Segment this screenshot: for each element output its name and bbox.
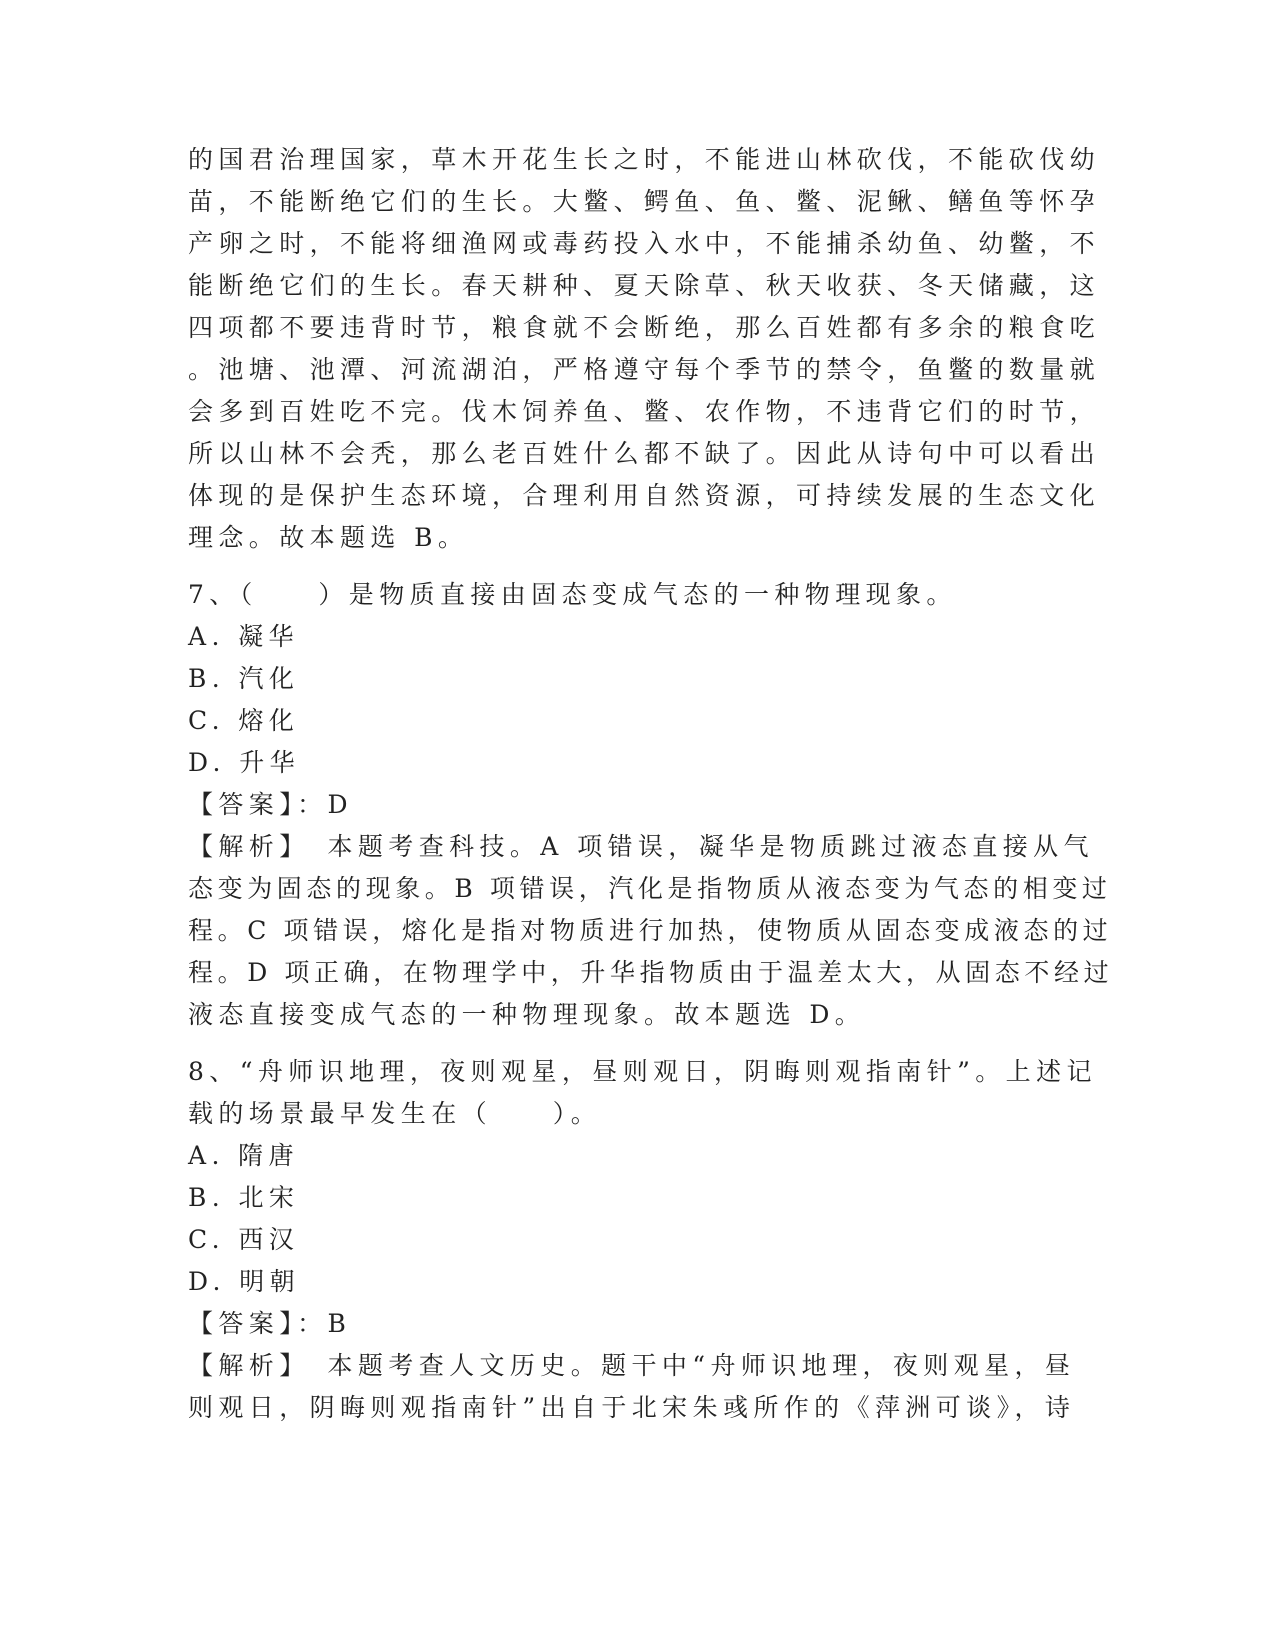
explanation-line: 【解析】 本题考查科技。A 项错误，凝华是物质跳过液态直接从气 <box>188 832 1094 861</box>
option-a: A. 隋唐 <box>188 1141 299 1170</box>
text-line: 体现的是保护生态环境，合理利用自然资源，可持续发展的生态文化 <box>188 481 1101 510</box>
option-a: A. 凝华 <box>188 622 299 651</box>
explanation-line: 液态直接变成气态的一种物理现象。故本题选 D。 <box>188 1000 866 1029</box>
text-line: 所以山林不会秃，那么老百姓什么都不缺了。因此从诗句中可以看出 <box>188 439 1101 468</box>
text-line: 的国君治理国家，草木开花生长之时，不能进山林砍伐，不能砍伐幼 <box>188 145 1101 174</box>
answer: 【答案】：B <box>188 1309 352 1338</box>
text-line: 产卵之时，不能将细渔网或毒药投入水中，不能捕杀幼鱼、幼鳖，不 <box>188 229 1101 258</box>
answer: 【答案】：D <box>188 790 353 819</box>
text-line: 能断绝它们的生长。春天耕种、夏天除草、秋天收获、冬天储藏，这 <box>188 271 1101 300</box>
option-b: B. 北宋 <box>188 1183 300 1212</box>
option-b: B. 汽化 <box>188 664 300 693</box>
question-stem: 8、“舟师识地理，夜则观星，昼则观日，阴晦则观指南针”。上述记 <box>188 1057 1097 1086</box>
question-stem: 载的场景最早发生在（ ）。 <box>188 1099 602 1128</box>
option-d: D. 升华 <box>188 748 301 777</box>
question-stem: 7、（ ）是物质直接由固态变成气态的一种物理现象。 <box>188 580 957 609</box>
explanation-line: 态变为固态的现象。B 项错误，汽化是指物质从液态变为气态的相变过 <box>188 874 1112 903</box>
option-d: D. 明朝 <box>188 1267 301 1296</box>
text-line: 。池塘、池潭、河流湖泊，严格遵守每个季节的禁令，鱼鳖的数量就 <box>188 355 1101 384</box>
text-line: 理念。故本题选 B。 <box>188 523 469 552</box>
explanation-line: 程。C 项错误，熔化是指对物质进行加热，使物质从固态变成液态的过 <box>188 916 1113 945</box>
text-line: 会多到百姓吃不完。伐木饲养鱼、鳖、农作物，不违背它们的时节， <box>188 397 1101 426</box>
option-c: C. 西汉 <box>188 1225 300 1254</box>
option-c: C. 熔化 <box>188 706 300 735</box>
explanation-line: 【解析】 本题考查人文历史。题干中“舟师识地理，夜则观星，昼 <box>188 1351 1076 1380</box>
explanation-line: 程。D 项正确，在物理学中，升华指物质由于温差太大，从固态不经过 <box>188 958 1114 987</box>
text-line: 四项都不要违背时节，粮食就不会断绝，那么百姓都有多余的粮食吃 <box>188 313 1101 342</box>
explanation-line: 则观日，阴晦则观指南针”出自于北宋朱彧所作的《萍洲可谈》，诗 <box>188 1393 1076 1422</box>
text-line: 苗，不能断绝它们的生长。大鳖、鳄鱼、鱼、鳖、泥鳅、鳝鱼等怀孕 <box>188 187 1101 216</box>
